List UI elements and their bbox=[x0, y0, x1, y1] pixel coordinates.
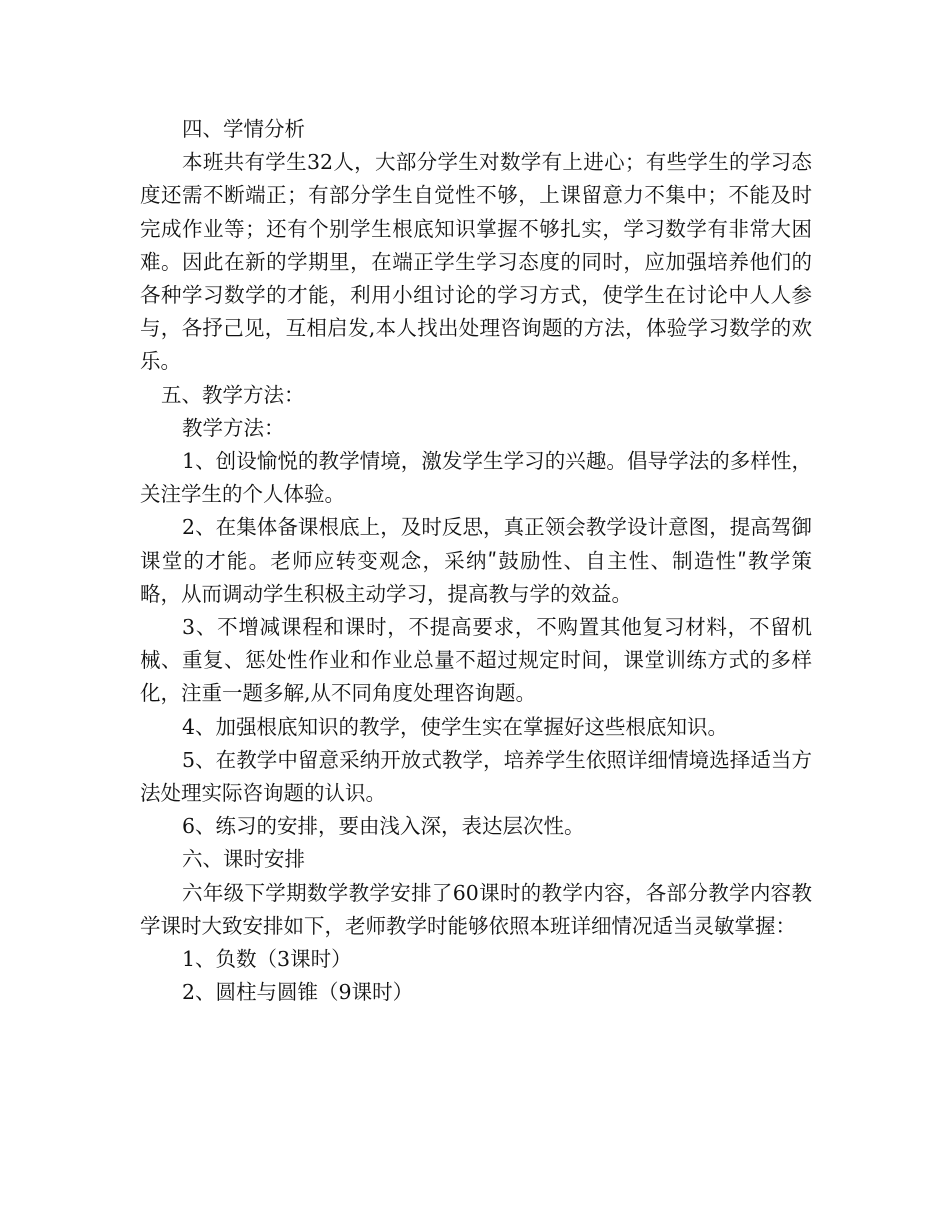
method-item-1: 1、创设愉悦的教学情境，激发学生学习的兴趣。倡导学法的多样性，关注学生的个人体验。 bbox=[140, 449, 812, 507]
section-heading-schedule: 六、课时安排 bbox=[182, 847, 305, 872]
paragraph-schedule: 六年级下学期数学教学安排了60课时的教学内容，各部分教学内容教学课时大致安排如下，老师教学时能够依照本班详细情况适当灵敏掌握： bbox=[140, 880, 812, 938]
method-item-6: 6、练习的安排，要由浅入深，表达层次性。 bbox=[182, 814, 585, 839]
section-heading-teaching-methods: 五、教学方法： bbox=[161, 382, 305, 407]
section-heading-learning-analysis: 四、学情分析 bbox=[182, 117, 305, 141]
method-item-5: 5、在教学中留意采纳开放式教学，培养学生依照详细情境选择适当方法处理实际咨询题的认识。 bbox=[140, 747, 812, 806]
document-body bbox=[140, 113, 812, 1009]
paragraph-learning-analysis: 本班共有学生32人，大部分学生对数学有上进心；有些学生的学习态度还需不断端正；有部分学生自觉性不够，上课留意力不集中；不能及时完成作业等；还有个别学生根底知识掌握不够扎实，学习数学有非常大困难。因此在新的学期里，在端正学生学习态度的同时，应加强培养他们的各种学习数学的才能，利用小组讨论的学习方式，使学生在讨论中人人参与，各抒己见，互相启发,本人找出处理咨询题的方法，体验学习数学的欢乐。 bbox=[140, 150, 812, 374]
schedule-item-2: 2、圆柱与圆锥（9课时） bbox=[182, 980, 414, 1005]
method-item-4: 4、加强根底知识的教学，使学生实在掌握好这些根底知识。 bbox=[182, 714, 729, 739]
method-item-3: 3、不增减课程和课时，不提高要求，不购置其他复习材料，不留机械、重复、惩处性作业和作业总量不超过规定时间，课堂训练方式的多样化，注重一题多解,从不同角度处理咨询题。 bbox=[140, 615, 812, 706]
schedule-item-1: 1、负数（3课时） bbox=[182, 947, 352, 972]
paragraph-teaching-methods-label: 教学方法： bbox=[182, 415, 285, 440]
method-item-2: 2、在集体备课根底上，及时反思，真正领会教学设计意图，提高驾御课堂的才能。老师应转变观念，采纳ʺ鼓励性、自主性、制造性ʺ教学策略，从而调动学生积极主动学习，提高教与学的效益。 bbox=[140, 515, 812, 606]
